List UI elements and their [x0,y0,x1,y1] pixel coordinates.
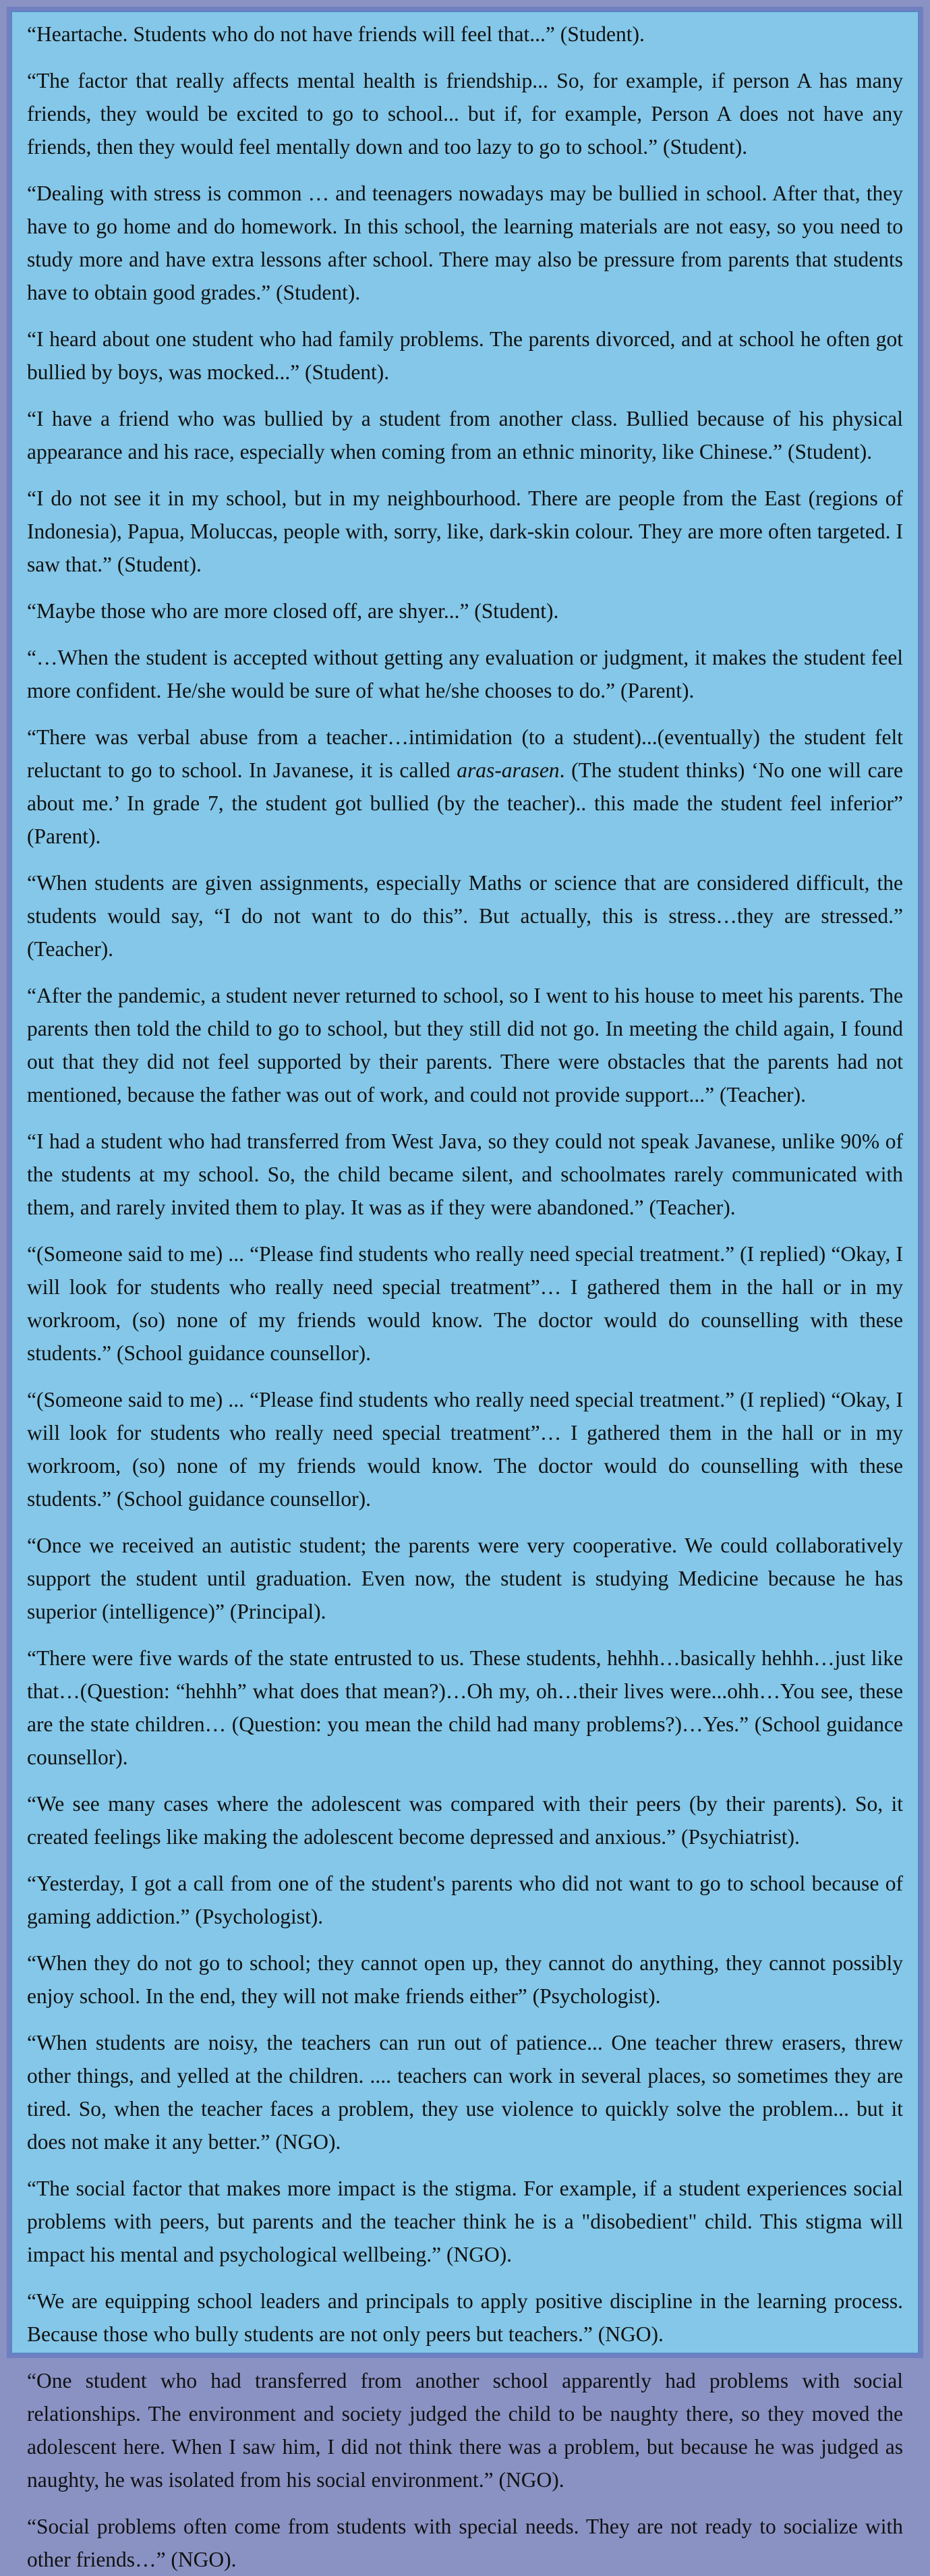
quote: “(Someone said to me) ... “Please find students who really need special treatment.” (I replied) “Okay, I will look for students who really need special treatment”… I gathered them in the hall or in my workroom, (so) none of my friends would know. The doctor would do counselling with these students.” (School guidance counsellor). [27,1242,903,1365]
document-frame [7,7,923,2571]
quote-text-after: . (The student thinks) ‘No one will care about me.’ In grade 7, the student got bullied (by the teacher).. this made the student feel inferior” (Parent). [27,758,903,848]
quote: “Dealing with stress is common … and teenagers nowadays may be bullied in school. After that, they have to go home and do homework. In this school, the learning materials are not easy, so you need to study more and have extra lessons after school. There may also be pressure from parents that students have to obtain good grades.” (Student). [27,181,903,304]
quote: “I heard about one student who had family problems. The parents divorced, and at school he often got bullied by boys, was mocked...” (Student). [27,327,903,384]
quote: “One student who had transferred from another school apparently had problems with social relationships. The environment and society judged the child to be naughty there, so they moved the adolescent here. When I saw him, I did not think there was a problem, but because he was judged as naughty, he was isolated from his social environment.” (NGO). [27,2369,903,2492]
quote: “The factor that really affects mental health is friendship... So, for example, if person A has many friends, they would be excited to go to school... but if, for example, Person A does not have any friends, then they would feel mentally down and too lazy to go to school.” (Student). [27,69,903,159]
quote: “We see many cases where the adolescent was compared with their peers (by their parents). So, it created feelings like making the adolescent become depressed and anxious.” (Psychiatrist). [27,1792,903,1849]
quote [27,721,903,853]
quote: “(Someone said to me) ... “Please find students who really need special treatment.” (I replied) “Okay, I will look for students who really need special treatment”… I gathered them in the hall or in my workroom, (so) none of my friends would know. The doctor would do counselling with these students.” (School guidance counsellor). [27,1388,903,1511]
quote: “There were five wards of the state entrusted to us. These students, hehhh…basically hehhh…just like that…(Question: “hehhh” what does that mean?)…Oh my, oh…their lives were...ohh…You see, these are the state children… (Question: you mean the child had many problems?)…Yes.” (School guidance counsellor). [27,1646,903,1769]
quote: “…When the student is accepted without getting any evaluation or judgment, it makes the student feel more confident. He/she would be sure of what he/she chooses to do.” (Parent). [27,646,903,702]
quotes-panel [11,11,919,2571]
quote: “When students are noisy, the teachers can run out of patience... One teacher threw erasers, threw other things, and yelled at the children. .... teachers can work in several places, so sometimes they are tired. So, when the teacher faces a problem, they use violence to quickly solve the problem... but it does not make it any better.” (NGO). [27,2031,903,2154]
quote: “Social problems often come from students with special needs. They are not ready to socialize with other friends…” (NGO). [27,2515,903,2571]
quote: “We are equipping school leaders and principals to apply positive discipline in the learning process. Because those who bully students are not only peers but teachers.” (NGO). [27,2289,903,2346]
quote: “Heartache. Students who do not have friends will feel that...” (Student). [27,22,645,46]
quote: “The social factor that makes more impact is the stigma. For example, if a student experiences social problems with peers, but parents and the teacher think he is a "disobedient" child. This stigma will impact his mental and psychological wellbeing.” (NGO). [27,2177,903,2266]
quote: “Once we received an autistic student; the parents were very cooperative. We could collaboratively support the student until graduation. Even now, the student is studying Medicine because he has superior (intelligence)” (Principal). [27,1534,903,1623]
quote-text-before: “There was verbal abuse from a teacher…intimidation (to a student)...(eventually) the student felt reluctant to go to school. In Javanese, it is called [27,725,903,782]
quote: “I have a friend who was bullied by a student from another class. Bullied because of his physical appearance and his race, especially when coming from an ethnic minority, like Chinese.” (Student). [27,407,903,464]
quote: “I do not see it in my school, but in my neighbourhood. There are people from the East (regions of Indonesia), Papua, Moluccas, people with, sorry, like, dark-skin colour. They are more often targeted. I saw that.” (Student). [27,486,903,576]
quote: “When they do not go to school; they cannot open up, they cannot do anything, they cannot possibly enjoy school. In the end, they will not make friends either” (Psychologist). [27,1951,903,2008]
quote: “Maybe those who are more closed off, are shyer...” (Student). [27,599,559,623]
javanese-term: aras-arasen [457,758,560,782]
quote: “I had a student who had transferred from West Java, so they could not speak Javanese, unlike 90% of the students at my school. So, the child became silent, and schoolmates rarely communicated with them, and rarely invited them to play. It was as if they were abandoned.” (Teacher). [27,1129,903,1219]
quote: “Yesterday, I got a call from one of the student's parents who did not want to go to school because of gaming addiction.” (Psychologist). [27,1872,903,1928]
quote: “After the pandemic, a student never returned to school, so I went to his house to meet his parents. The parents then told the child to go to school, but they still did not go. In meeting the child again, I found out that they did not feel supported by their parents. There were obstacles that the parents had not mentioned, because the father was out of work, and could not provide support...” (Teacher). [27,984,903,1107]
quote: “When students are given assignments, especially Maths or science that are considered difficult, the students would say, “I do not want to do this”. But actually, this is stress…they are stressed.” (Teacher). [27,871,903,961]
